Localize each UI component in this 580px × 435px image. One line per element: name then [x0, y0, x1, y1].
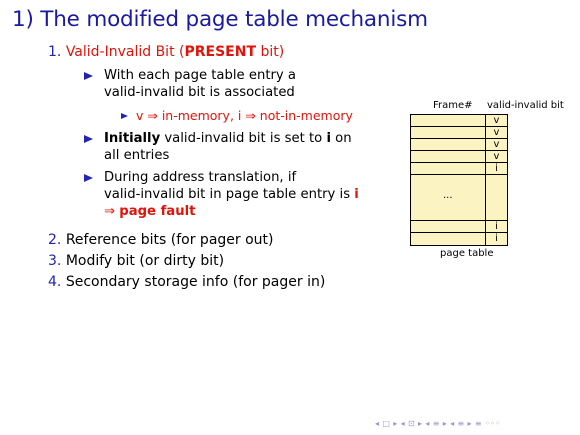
item-1-label-b: PRESENT — [184, 44, 257, 60]
bullet-3-line-2a: valid-invalid bit in page table entry is — [104, 187, 355, 202]
bit-value: v — [493, 151, 500, 162]
item-3 — [48, 253, 224, 269]
item-2-number: 2. — [48, 232, 62, 248]
bit-value: v — [493, 115, 500, 126]
bullet-2-bold: Initially — [104, 131, 161, 146]
bullet-2-end: on — [330, 131, 352, 146]
bullet-3-line-1: During address translation, if — [104, 170, 297, 185]
item-1-label-a: Valid-Invalid Bit ( — [65, 44, 185, 60]
item-1-number: 1. — [48, 44, 62, 60]
table-row — [411, 233, 507, 245]
item-1-label-c: bit) — [256, 44, 285, 60]
bullet-1-subline: v ⇒ in-memory, i ⇒ not-in-memory — [136, 108, 353, 123]
bullet-3-implies: ⇒ — [104, 204, 120, 219]
item-3-number: 3. — [48, 253, 62, 269]
bullet-1-line-1: With each page table entry a — [104, 68, 296, 83]
page-table — [410, 114, 508, 246]
bullet-1-line-2: valid-invalid bit is associated — [104, 85, 295, 100]
bullet-2-line-1 — [104, 130, 352, 147]
item-1 — [48, 44, 284, 60]
bullet-3-line-3 — [104, 203, 195, 220]
bullet-2-mid: valid-invalid bit is set to — [160, 131, 327, 146]
table-row — [411, 175, 507, 221]
table-row — [411, 163, 507, 175]
bit-value: i — [495, 233, 498, 244]
sub-bullet-triangle-icon — [121, 113, 128, 119]
table-row — [411, 115, 507, 127]
bit-value: v — [493, 139, 500, 150]
bit-column-header: valid-invalid bit — [487, 100, 564, 111]
item-4-number: 4. — [48, 274, 62, 290]
bullet-3-i: i — [354, 187, 359, 202]
table-row — [411, 221, 507, 233]
navigation-bar-icon[interactable]: ◂ □ ▸ ◂ ⊡ ▸ ◂ ≡ ▸ ◂ ≡ ▸ ≡ ◦◦◦ — [375, 419, 501, 428]
item-4-label: Secondary storage info (for pager in) — [65, 274, 326, 290]
bullet-2-line-2: all entries — [104, 148, 170, 163]
table-row — [411, 127, 507, 139]
bit-value: i — [495, 221, 498, 232]
table-row — [411, 139, 507, 151]
bullet-triangle-icon — [84, 72, 93, 80]
frame-column-header: Frame# — [433, 100, 473, 111]
table-row — [411, 151, 507, 163]
bullet-2-i: i — [326, 131, 331, 146]
bullet-3-page-fault: page fault — [119, 204, 196, 219]
bullet-3-line-2 — [104, 186, 359, 203]
bullet-triangle-icon — [84, 174, 93, 182]
bullet-triangle-icon — [84, 135, 93, 143]
item-4 — [48, 274, 325, 290]
table-ellipsis: ... — [443, 190, 453, 201]
page-table-caption: page table — [440, 248, 494, 259]
slide-title: 1) The modified page table mechanism — [12, 7, 428, 32]
bit-value: v — [493, 127, 500, 138]
item-2-label: Reference bits (for pager out) — [65, 232, 274, 248]
bit-value: i — [495, 163, 498, 174]
item-3-label: Modify bit (or dirty bit) — [65, 253, 225, 269]
item-2 — [48, 232, 274, 248]
